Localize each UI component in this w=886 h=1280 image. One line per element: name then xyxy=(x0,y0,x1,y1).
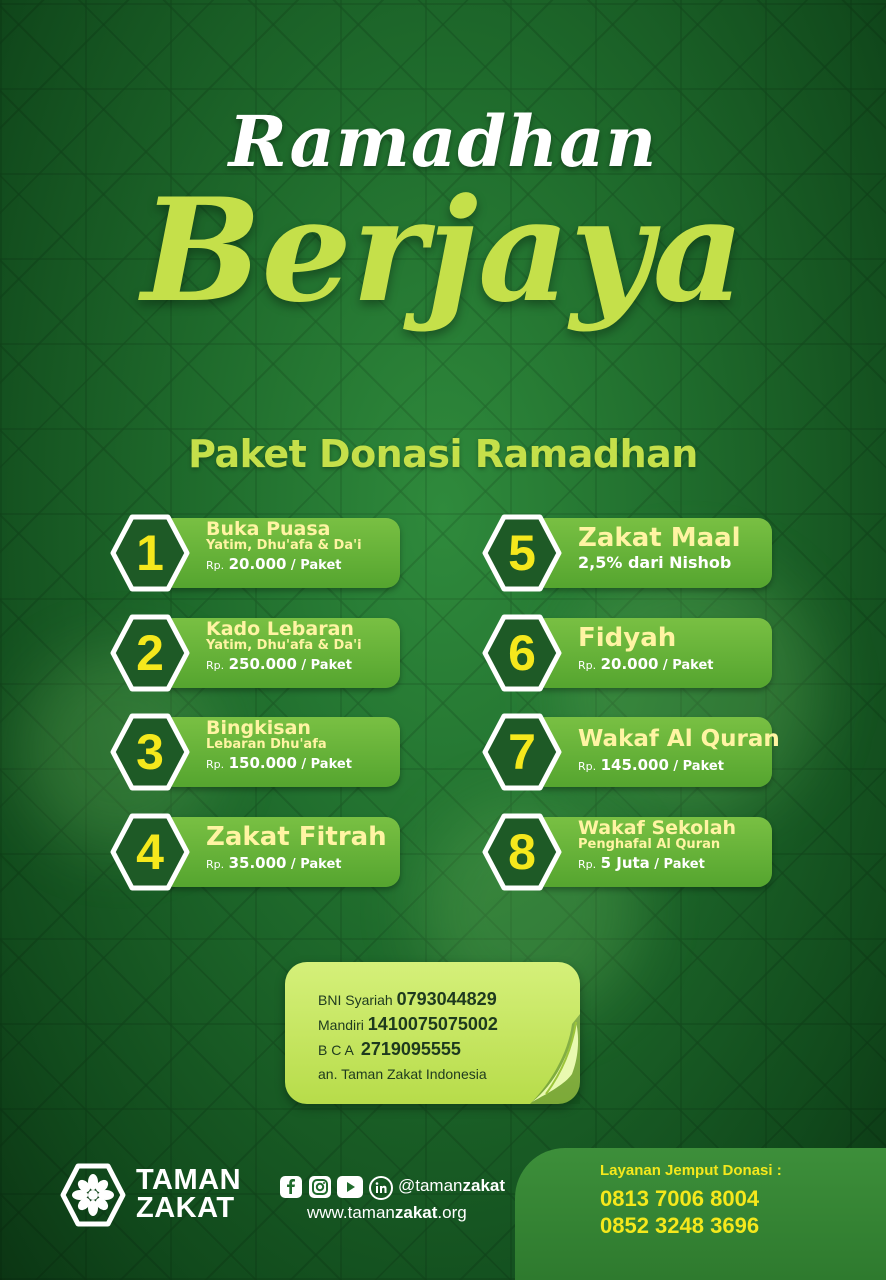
logo-text-zakat: ZAKAT xyxy=(136,1192,235,1224)
price-amount: 35.000 xyxy=(228,854,287,872)
account-number: 0793044829 xyxy=(396,989,497,1009)
bank-name: Mandiri xyxy=(318,1017,364,1033)
price-currency: Rp. xyxy=(578,659,597,672)
facebook-icon[interactable] xyxy=(280,1176,302,1198)
package-subtitle: Yatim, Dhu'afa & Da'i xyxy=(206,638,362,653)
package-subtitle: Lebaran Dhu'afa xyxy=(206,737,327,752)
price-amount: 5 Juta xyxy=(600,854,650,872)
instagram-icon[interactable] xyxy=(309,1176,331,1198)
package-name: Bingkisan xyxy=(206,717,311,739)
handle-prefix: @taman xyxy=(398,1176,463,1195)
bank-name: B C A xyxy=(318,1042,354,1058)
price-unit: / Paket xyxy=(673,759,724,774)
price-unit: / Paket xyxy=(301,757,352,772)
page-curl-icon xyxy=(510,1014,580,1104)
package-subtitle: 2,5% dari Nishob xyxy=(578,553,732,572)
price-amount: 20.000 xyxy=(228,555,287,573)
price-amount: 150.000 xyxy=(228,754,297,772)
logo-text-taman: TAMAN xyxy=(136,1164,242,1196)
price-unit: / Paket xyxy=(290,558,342,573)
package-number: 8 xyxy=(508,824,536,880)
package-number: 1 xyxy=(136,525,164,581)
price-currency: Rp. xyxy=(206,758,225,771)
package-subtitle: Penghafal Al Quran xyxy=(578,837,721,852)
package-number: 5 xyxy=(508,525,536,581)
linkedin-icon[interactable] xyxy=(369,1176,393,1200)
phone-number-1[interactable]: 0813 7006 8004 xyxy=(600,1186,760,1211)
package-subtitle: Yatim, Dhu'afa & Da'i xyxy=(206,538,362,553)
package-price xyxy=(206,555,396,575)
price-amount: 20.000 xyxy=(600,655,659,673)
flower-hexagon-logo-icon xyxy=(60,1162,126,1228)
package-number: 3 xyxy=(136,724,164,780)
price-currency: Rp. xyxy=(206,659,225,672)
package-number: 7 xyxy=(508,724,536,780)
price-unit: / Paket xyxy=(301,658,352,673)
price-amount: 145.000 xyxy=(600,756,669,774)
package-price xyxy=(578,655,768,675)
account-number: 1410075075002 xyxy=(367,1014,498,1034)
package-item-zakat-fitrah[interactable] xyxy=(110,812,410,892)
package-item-wakaf-al-quran[interactable] xyxy=(482,712,782,792)
handle-bold: zakat xyxy=(462,1176,506,1195)
website-suffix: .org xyxy=(437,1203,467,1222)
phone-number-2[interactable]: 0852 3248 3696 xyxy=(600,1213,760,1238)
package-item-bingkisan[interactable] xyxy=(110,712,410,792)
price-unit: / Paket xyxy=(654,857,705,872)
package-name: Kado Lebaran xyxy=(206,618,354,640)
package-name: Zakat Fitrah xyxy=(206,822,387,852)
package-item-buka-puasa[interactable] xyxy=(110,513,410,593)
price-unit: / Paket xyxy=(290,857,342,872)
price-currency: Rp. xyxy=(206,858,225,871)
package-number: 2 xyxy=(136,625,164,681)
price-currency: Rp. xyxy=(578,760,597,773)
package-price xyxy=(578,756,768,776)
package-name: Fidyah xyxy=(578,623,677,653)
package-name: Buka Puasa xyxy=(206,518,331,540)
package-price xyxy=(578,854,768,874)
price-unit: / Paket xyxy=(662,658,714,673)
website-link[interactable] xyxy=(307,1203,467,1223)
pickup-service xyxy=(600,1162,782,1239)
title-berjaya: Berjaya xyxy=(141,168,745,334)
package-item-fidyah[interactable] xyxy=(482,613,782,693)
package-number: 6 xyxy=(508,625,536,681)
youtube-icon[interactable] xyxy=(337,1176,363,1198)
package-price xyxy=(206,655,396,675)
website-prefix: www.taman xyxy=(307,1203,395,1222)
bank-accounts-card xyxy=(285,962,580,1104)
pickup-label: Layanan Jemput Donasi : xyxy=(600,1162,782,1179)
account-number: 2719095555 xyxy=(360,1039,461,1059)
package-item-wakaf-sekolah[interactable] xyxy=(482,812,782,892)
price-currency: Rp. xyxy=(206,559,225,572)
social-handle[interactable] xyxy=(398,1176,505,1196)
bank-line-bni xyxy=(318,987,498,1012)
subtitle-paket-donasi: Paket Donasi Ramadhan xyxy=(188,432,698,476)
price-amount: 250.000 xyxy=(228,655,297,673)
bank-line-mandiri xyxy=(318,1012,498,1037)
taman-zakat-logo xyxy=(60,1160,260,1230)
package-price xyxy=(206,754,396,774)
package-name: Wakaf Al Quran xyxy=(578,726,780,752)
website-bold: zakat xyxy=(394,1203,438,1222)
bank-name: BNI Syariah xyxy=(318,992,393,1008)
package-item-zakat-maal[interactable] xyxy=(482,513,782,593)
package-name: Wakaf Sekolah xyxy=(578,817,737,839)
price-currency: Rp. xyxy=(578,858,597,871)
account-holder: an. Taman Zakat Indonesia xyxy=(318,1066,487,1082)
package-price xyxy=(206,854,396,874)
package-name: Zakat Maal xyxy=(578,523,741,553)
bank-line-bca xyxy=(318,1037,498,1062)
package-number: 4 xyxy=(136,824,164,880)
package-item-kado-lebaran[interactable] xyxy=(110,613,410,693)
title-ramadhan: Ramadhan xyxy=(228,100,658,183)
